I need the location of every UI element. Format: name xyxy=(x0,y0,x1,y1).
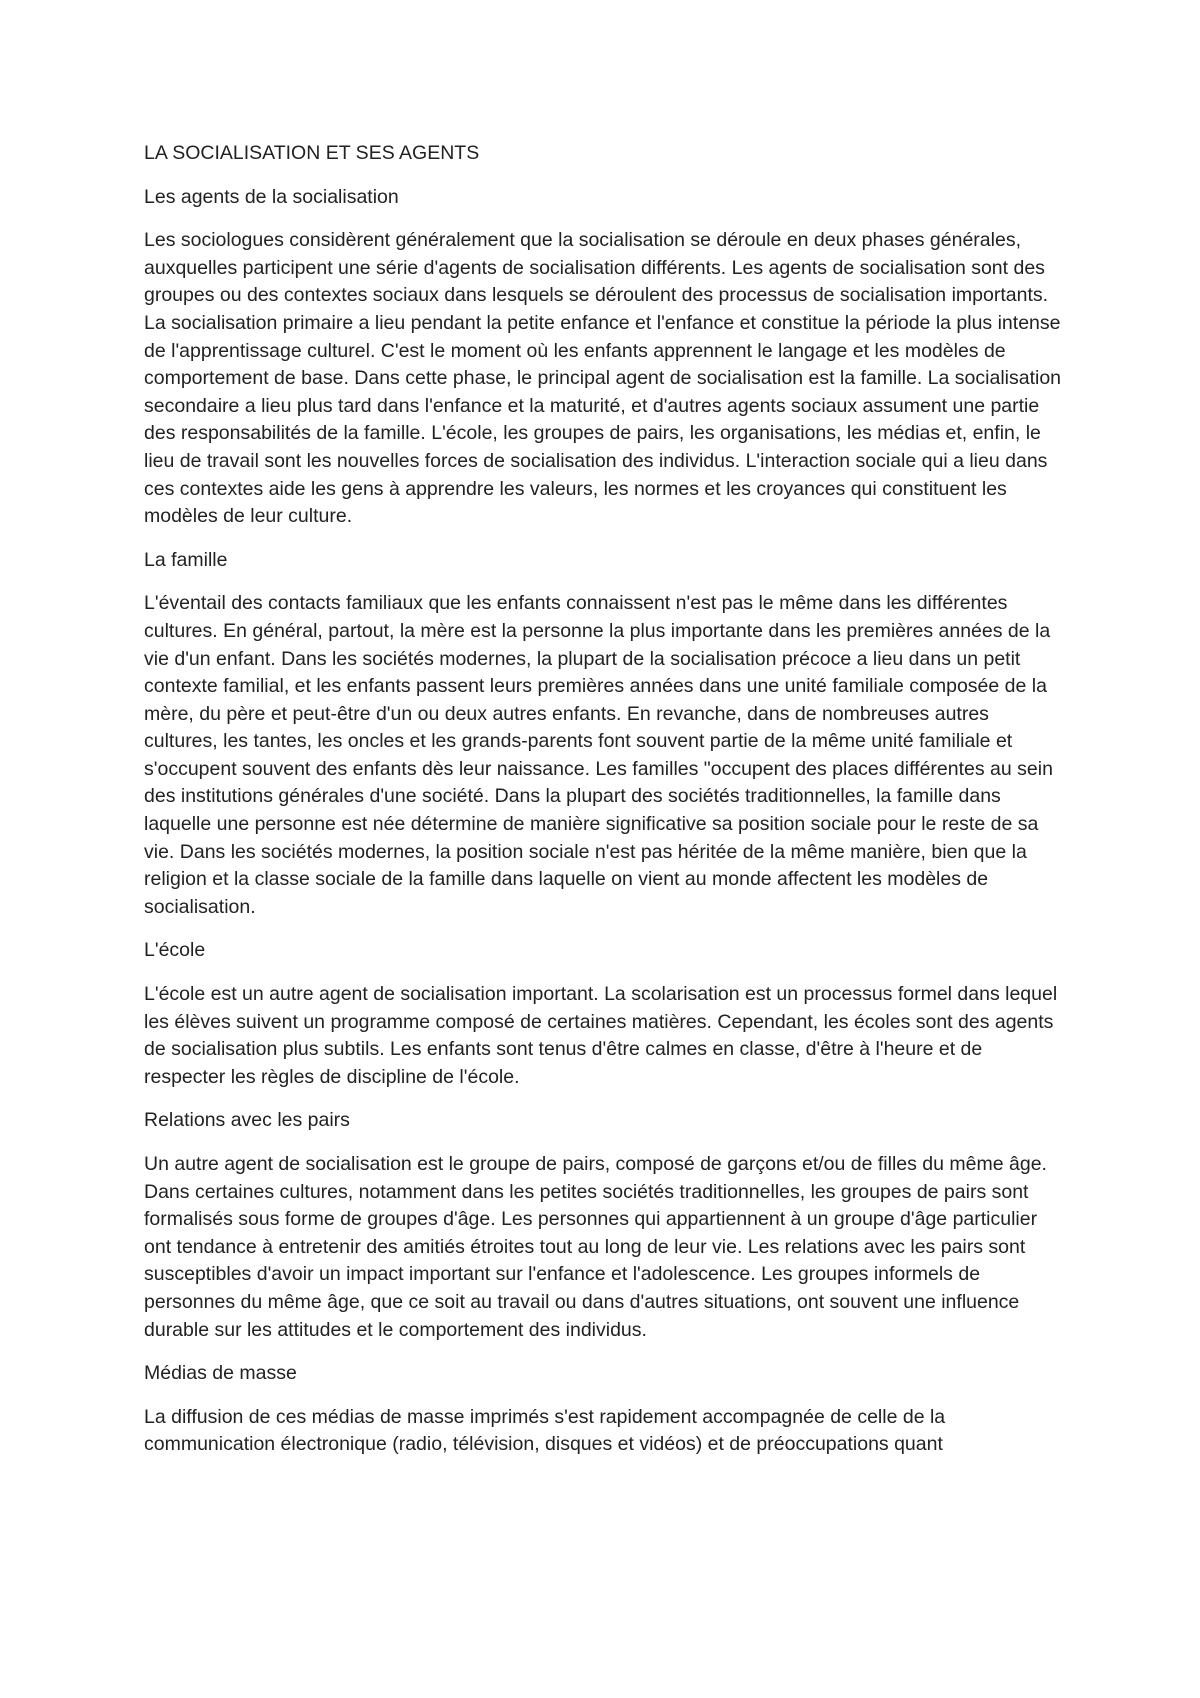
section-body-agents: Les sociologues considèrent généralement que la socialisation se déroule en deux phases générales, auxquelles participent une série d'agents de socialisation différents. Les agents de socialisation sont des groupes ou des contextes sociaux dans lesquels se déroulent des processus de socialisation importants. La socialisation primaire a lieu pendant la petite enfance et l'enfance et constitue la période la plus intense de l'apprentissage culturel. C'est le moment où les enfants apprennent le langage et les modèles de comportement de base. Dans cette phase, le principal agent de socialisation est la famille. La socialisation secondaire a lieu plus tard dans l'enfance et la maturité, et d'autres agents sociaux assument une partie des responsabilités de la famille. L'école, les groupes de pairs, les organisations, les médias et, enfin, le lieu de travail sont les nouvelles forces de socialisation des individus. L'interaction sociale qui a lieu dans ces contextes aide les gens à apprendre les valeurs, les normes et les croyances qui constituent les modèles de leur culture. xyxy=(144,229,1062,528)
section-body-ecole: L'école est un autre agent de socialisation important. La scolarisation est un processus formel dans lequel les élèves suivent un programme composé de certaines matières. Cependant, les écoles sont des agents de socialisation plus subtils. Les enfants sont tenus d'être calmes en classe, d'être à l'heure et de respecter les règles de discipline de l'école. xyxy=(144,983,1058,1088)
section-heading-pairs: Relations avec les pairs xyxy=(144,1109,350,1132)
section-body-pairs: Un autre agent de socialisation est le groupe de pairs, composé de garçons et/ou de filles du même âge. Dans certaines cultures, notamment dans les petites sociétés traditionnelles, les groupes de pairs sont formalisés sous forme de groupes d'âge. Les personnes qui appartiennent à un groupe d'âge particulier ont tendance à entretenir des amitiés étroites tout au long de leur vie. Les relations avec les pairs sont susceptibles d'avoir un impact important sur l'enfance et l'adolescence. Les groupes informels de personnes du même âge, que ce soit au travail ou dans d'autres situations, ont souvent une influence durable sur les attitudes et le comportement des individus. xyxy=(144,1153,1047,1341)
section-heading-famille: La famille xyxy=(144,548,228,571)
document-body xyxy=(144,140,1066,1475)
section-heading-agents: Les agents de la socialisation xyxy=(144,185,399,208)
document-title: LA SOCIALISATION ET SES AGENTS xyxy=(144,142,480,164)
section-body-famille: L'éventail des contacts familiaux que les enfants connaissent n'est pas le même dans les différentes cultures. En général, partout, la mère est la personne la plus importante dans les premières années de la vie d'un enfant. Dans les sociétés modernes, la plupart de la socialisation précoce a lieu dans un petit contexte familial, et les enfants passent leurs premières années dans une unité familiale composée de la mère, du père et peut-être d'un ou deux autres enfants. En revanche, dans de nombreuses autres cultures, les tantes, les oncles et les grands-parents font souvent partie de la même unité familiale et s'occupent souvent des enfants dès leur naissance. Les familles "occupent des places différentes au sein des institutions générales d'une société. Dans la plupart des sociétés traditionnelles, la famille dans laquelle une personne est née détermine de manière significative sa position sociale pour le reste de sa vie. Dans les sociétés modernes, la position sociale n'est pas héritée de la même manière, bien que la religion et la classe sociale de la famille dans laquelle on vient au monde affectent les modèles de socialisation. xyxy=(144,592,1053,918)
section-body-medias: La diffusion de ces médias de masse imprimés s'est rapidement accompagnée de celle de la communication électronique (radio, télévision, disques et vidéos) et de préoccupations quant xyxy=(144,1405,946,1456)
section-heading-medias: Médias de masse xyxy=(144,1362,297,1385)
section-heading-ecole: L'école xyxy=(144,939,206,962)
